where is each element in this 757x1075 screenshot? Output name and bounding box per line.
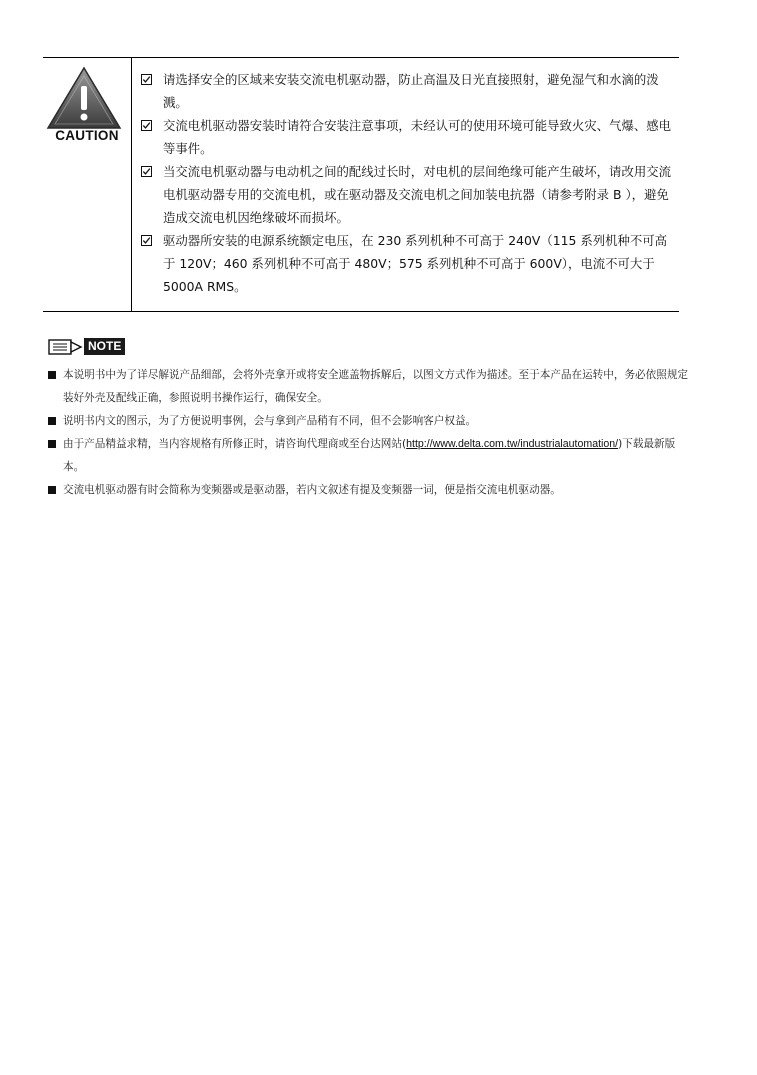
note-item — [48, 433, 693, 479]
checked-box-icon — [141, 120, 152, 131]
square-bullet-icon — [48, 440, 56, 448]
note-item — [48, 479, 693, 502]
note-item-text-before: 由于产品精益求精，当内容规格有所修正时，请咨询代理商或至台达网站( — [63, 438, 407, 450]
caution-item-text: 请选择安全的区域来安装交流电机驱动器，防止高温及日光直接照射，避免湿气和水滴的泼溅。 — [163, 72, 659, 110]
note-badge — [48, 338, 693, 356]
caution-item — [138, 68, 678, 114]
note-item — [48, 364, 693, 410]
square-bullet-icon — [48, 371, 56, 379]
delta-website-link[interactable]: http://www.delta.com.tw/industrialautomation/ — [406, 438, 619, 450]
note-item-text: 本说明书中为了详尽解说产品细部，会将外壳拿开或将安全遮盖物拆解后，以图文方式作为描述。至于本产品在运转中，务必依照规定装好外壳及配线正确，参照说明书操作运行，确保安全。 — [63, 369, 689, 404]
checked-box-icon — [141, 235, 152, 246]
note-label: NOTE — [84, 338, 125, 355]
note-item-text: 交流电机驱动器有时会简称为变频器或是驱动器，若内文叙述有提及变频器一词，便是指交流电机驱动器。 — [63, 484, 561, 496]
warning-triangle-icon — [46, 66, 126, 130]
caution-item — [138, 160, 678, 229]
caution-item — [138, 229, 678, 298]
caution-label: CAUTION — [55, 128, 119, 143]
square-bullet-icon — [48, 486, 56, 494]
caution-item-text: 当交流电机驱动器与电动机之间的配线过长时，对电机的层间绝缘可能产生破坏，请改用交流电机驱动器专用的交流电机，或在驱动器及交流电机之间加装电抗器（请参考附录 B ），避免造成交流电机因绝缘破坏而损坏。 — [163, 164, 672, 225]
caution-item-text: 驱动器所安装的电源系统额定电压，在 230 系列机种不可高于 240V（115 系列机种不可高于 120V；460 系列机种不可高于 480V；575 系列机种不可高于 600V），电流不可大于 5000A RMS。 — [163, 233, 668, 294]
checked-box-icon — [141, 74, 152, 85]
note-pencil-icon — [48, 338, 86, 356]
caution-item-text: 交流电机驱动器安装时请符合安装注意事项，未经认可的使用环境可能导致火灾、气爆、感电等事件。 — [163, 118, 672, 156]
caution-table — [43, 57, 679, 312]
note-list — [48, 364, 693, 502]
note-section — [48, 338, 693, 502]
caution-list — [138, 68, 678, 298]
caution-icon-cell — [43, 58, 132, 311]
note-item-text-after: )下载最新版本。 — [63, 438, 676, 473]
note-item-text: 说明书内文的图示，为了方便说明事例，会与拿到产品稍有不同，但不会影响客户权益。 — [63, 415, 477, 427]
square-bullet-icon — [48, 417, 56, 425]
caution-item — [138, 114, 678, 160]
checked-box-icon — [141, 166, 152, 177]
note-item — [48, 410, 693, 433]
